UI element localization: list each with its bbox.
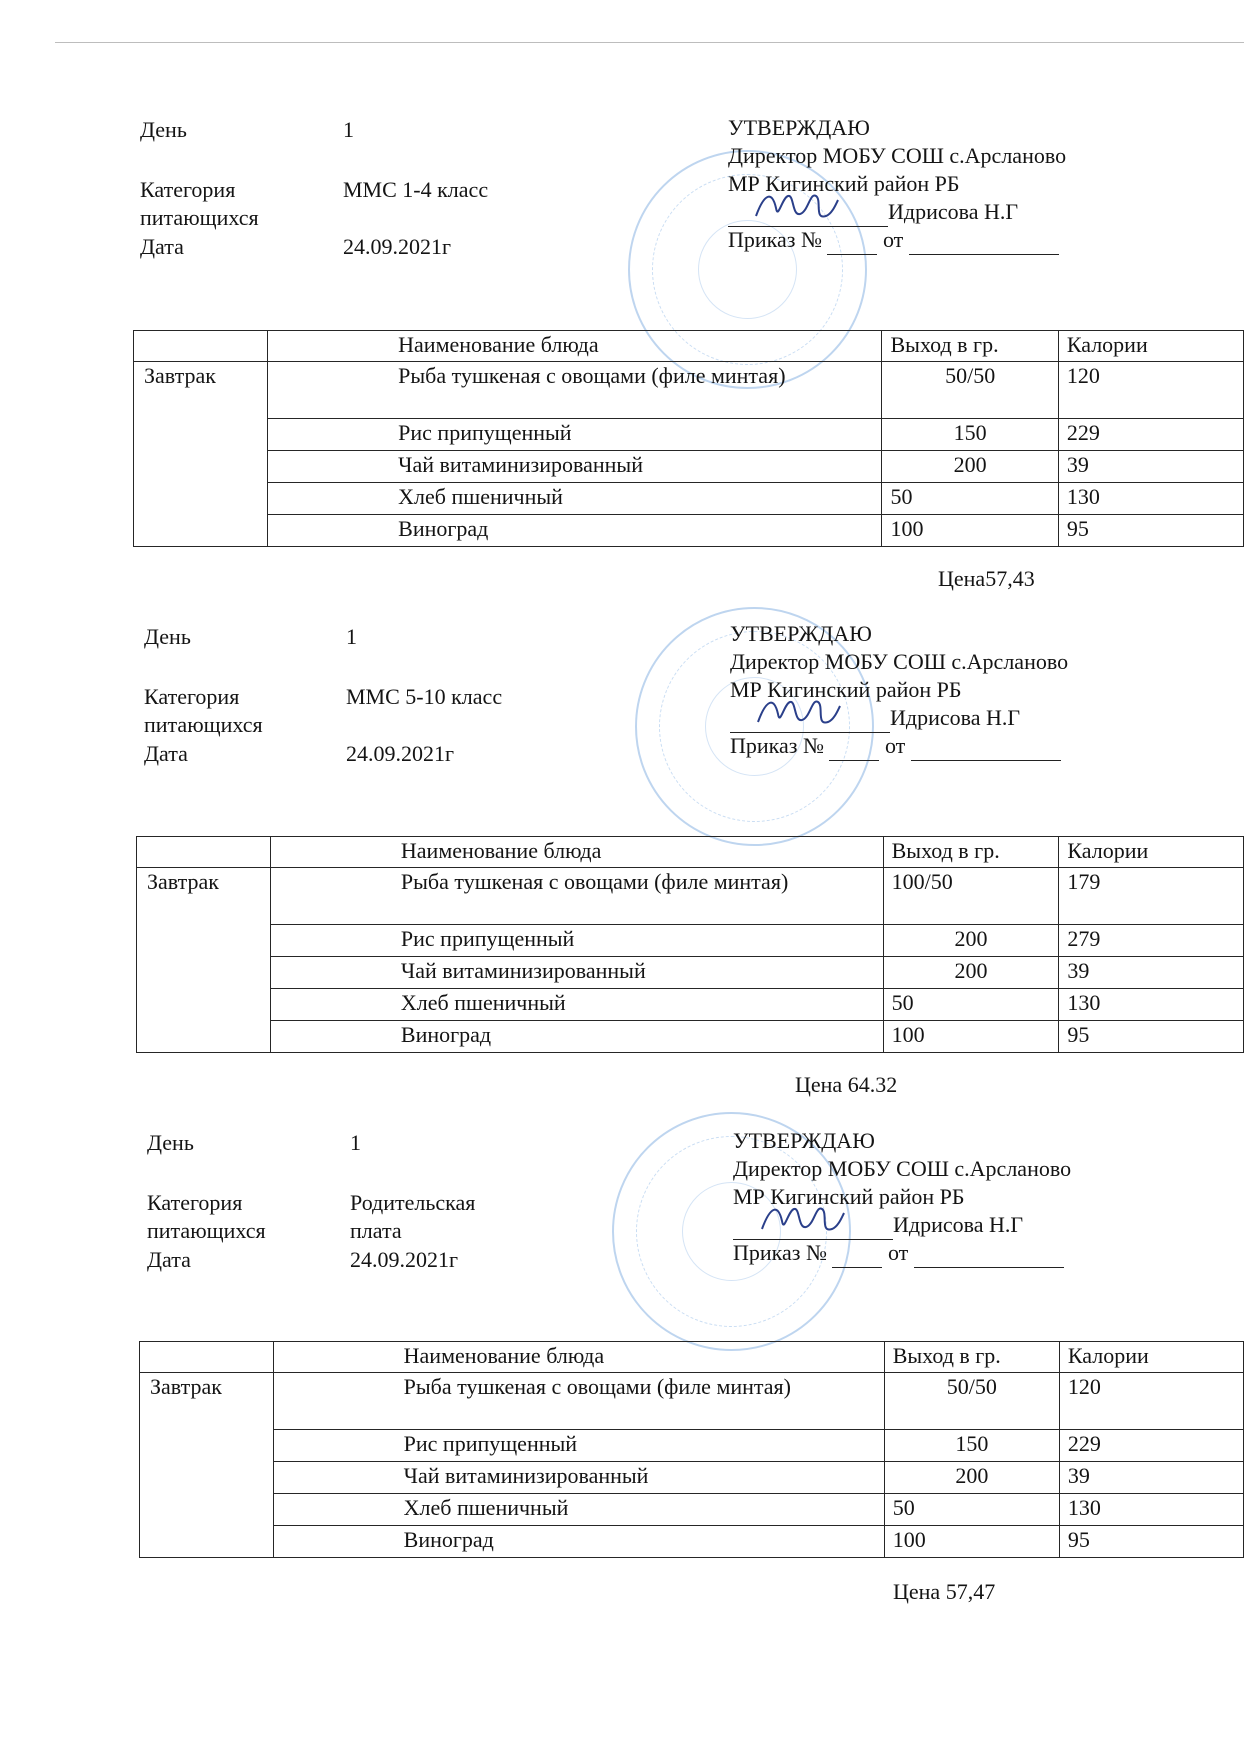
output-cell: 200: [883, 925, 1059, 957]
category-value: ММС 1-4 класс: [343, 177, 489, 202]
table-row: [137, 957, 1244, 989]
category-label-cont: питающихся: [140, 205, 259, 230]
calories-cell: 39: [1059, 957, 1244, 989]
output-cell: 150: [882, 419, 1058, 451]
date-value: 24.09.2021г: [346, 741, 455, 766]
order-line: [733, 1239, 1064, 1268]
day-label: День: [147, 1130, 194, 1155]
header-calories: Калории: [1059, 837, 1244, 868]
output-cell: 200: [883, 957, 1059, 989]
table-row: [140, 1526, 1244, 1558]
header-dish-name: Наименование блюда: [270, 837, 883, 868]
table-row: [134, 451, 1244, 483]
dish-cell: Рыба тушкеная с овощами (филе минтая): [273, 1373, 884, 1430]
header-meal: [134, 331, 268, 362]
output-cell: 50/50: [884, 1373, 1059, 1430]
approval-district: МР Кигинский район РБ: [728, 171, 960, 196]
calories-cell: 229: [1058, 419, 1243, 451]
dish-cell: Хлеб пшеничный: [273, 1494, 884, 1526]
calories-cell: 130: [1059, 1494, 1243, 1526]
calories-cell: 179: [1059, 868, 1244, 925]
output-cell: 50: [882, 483, 1058, 515]
category-label-cont: питающихся: [144, 712, 263, 737]
day-label: День: [140, 117, 187, 142]
top-divider: [55, 42, 1244, 43]
meal-cell: Завтрак: [137, 868, 271, 1053]
output-cell: 100: [884, 1526, 1059, 1558]
table-header-row: [134, 331, 1244, 362]
table-row: [140, 1373, 1244, 1430]
day-value: 1: [350, 1130, 361, 1155]
header-output: Выход в гр.: [882, 331, 1058, 362]
order-from: от: [882, 227, 904, 252]
calories-cell: 229: [1059, 1430, 1243, 1462]
order-line: [728, 226, 1059, 255]
table-row: [137, 868, 1244, 925]
table-row: [137, 989, 1244, 1021]
order-from: от: [887, 1240, 909, 1265]
header-dish-name: Наименование блюда: [268, 331, 882, 362]
table-row: [137, 1021, 1244, 1053]
price-label: Цена 57,47: [893, 1579, 996, 1604]
output-cell: 100: [882, 515, 1058, 547]
table-row: [137, 925, 1244, 957]
header-meal: [140, 1342, 274, 1373]
order-prefix: Приказ №: [728, 227, 822, 252]
output-cell: 50: [883, 989, 1059, 1021]
date-label: Дата: [140, 234, 184, 259]
output-cell: 200: [884, 1462, 1059, 1494]
approval-position: Директор МОБУ СОШ с.Арсланово: [730, 649, 1069, 674]
calories-cell: 130: [1059, 989, 1244, 1021]
calories-cell: 39: [1058, 451, 1243, 483]
dish-cell: Рис припущенный: [270, 925, 883, 957]
header-meal: [137, 837, 271, 868]
output-cell: 150: [884, 1430, 1059, 1462]
meal-cell: Завтрак: [134, 362, 268, 547]
price-label: Цена 64.32: [795, 1072, 898, 1097]
header-calories: Калории: [1059, 1342, 1243, 1373]
calories-cell: 120: [1059, 1373, 1243, 1430]
dish-table: [136, 836, 1244, 1053]
output-cell: 200: [882, 451, 1058, 483]
order-from: от: [884, 733, 906, 758]
price-label: Цена57,43: [938, 566, 1035, 591]
approval-position: Директор МОБУ СОШ с.Арсланово: [733, 1156, 1072, 1181]
date-label: Дата: [144, 741, 188, 766]
dish-cell: Хлеб пшеничный: [270, 989, 883, 1021]
calories-cell: 95: [1058, 515, 1243, 547]
header-output: Выход в гр.: [883, 837, 1059, 868]
meal-cell: Завтрак: [140, 1373, 274, 1558]
dish-cell: Чай витаминизированный: [273, 1462, 884, 1494]
approval-title: УТВЕРЖДАЮ: [733, 1128, 875, 1153]
table-row: [134, 515, 1244, 547]
dish-cell: Хлеб пшеничный: [268, 483, 882, 515]
approval-title: УТВЕРЖДАЮ: [730, 621, 872, 646]
output-cell: 100: [883, 1021, 1059, 1053]
table-row: [140, 1430, 1244, 1462]
dish-cell: Виноград: [273, 1526, 884, 1558]
approval-title: УТВЕРЖДАЮ: [728, 115, 870, 140]
calories-cell: 39: [1059, 1462, 1243, 1494]
date-label: Дата: [147, 1247, 191, 1272]
dish-cell: Виноград: [270, 1021, 883, 1053]
table-header-row: [140, 1342, 1244, 1373]
day-label: День: [144, 624, 191, 649]
signature-mark: [758, 1199, 848, 1239]
dish-cell: Рис припущенный: [268, 419, 882, 451]
category-value: ММС 5-10 класс: [346, 684, 503, 709]
calories-cell: 130: [1058, 483, 1243, 515]
signature-mark: [752, 186, 842, 226]
approval-district: МР Кигинский район РБ: [733, 1184, 965, 1209]
order-prefix: Приказ №: [730, 733, 824, 758]
dish-cell: Чай витаминизированный: [270, 957, 883, 989]
day-value: 1: [343, 117, 354, 142]
category-label-cont: питающихся: [147, 1218, 266, 1243]
table-row: [134, 419, 1244, 451]
output-cell: 50/50: [882, 362, 1058, 419]
header-output: Выход в гр.: [884, 1342, 1059, 1373]
calories-cell: 95: [1059, 1021, 1244, 1053]
header-calories: Калории: [1058, 331, 1243, 362]
signer-name: Идрисова Н.Г: [888, 199, 1019, 224]
signer-name: Идрисова Н.Г: [893, 1212, 1024, 1237]
category-label: Категория: [144, 684, 240, 709]
header-dish-name: Наименование блюда: [273, 1342, 884, 1373]
order-line: [730, 732, 1061, 761]
category-value: Родительская: [350, 1190, 476, 1215]
day-value: 1: [346, 624, 357, 649]
date-value: 24.09.2021г: [350, 1247, 459, 1272]
dish-table: [133, 330, 1244, 547]
output-cell: 100/50: [883, 868, 1059, 925]
calories-cell: 120: [1058, 362, 1243, 419]
category-label: Категория: [140, 177, 236, 202]
table-header-row: [137, 837, 1244, 868]
approval-position: Директор МОБУ СОШ с.Арсланово: [728, 143, 1067, 168]
dish-cell: Рыба тушкеная с овощами (филе минтая): [270, 868, 883, 925]
date-value: 24.09.2021г: [343, 234, 452, 259]
output-cell: 50: [884, 1494, 1059, 1526]
dish-cell: Виноград: [268, 515, 882, 547]
category-label: Категория: [147, 1190, 243, 1215]
category-value-cont: плата: [350, 1218, 402, 1243]
signer-name: Идрисова Н.Г: [890, 705, 1021, 730]
table-row: [134, 362, 1244, 419]
approval-district: МР Кигинский район РБ: [730, 677, 962, 702]
dish-cell: Чай витаминизированный: [268, 451, 882, 483]
calories-cell: 95: [1059, 1526, 1243, 1558]
dish-table: [139, 1341, 1244, 1558]
calories-cell: 279: [1059, 925, 1244, 957]
table-row: [140, 1462, 1244, 1494]
dish-cell: Рыба тушкеная с овощами (филе минтая): [268, 362, 882, 419]
signature-mark: [754, 692, 844, 732]
table-row: [140, 1494, 1244, 1526]
table-row: [134, 483, 1244, 515]
order-prefix: Приказ №: [733, 1240, 827, 1265]
dish-cell: Рис припущенный: [273, 1430, 884, 1462]
